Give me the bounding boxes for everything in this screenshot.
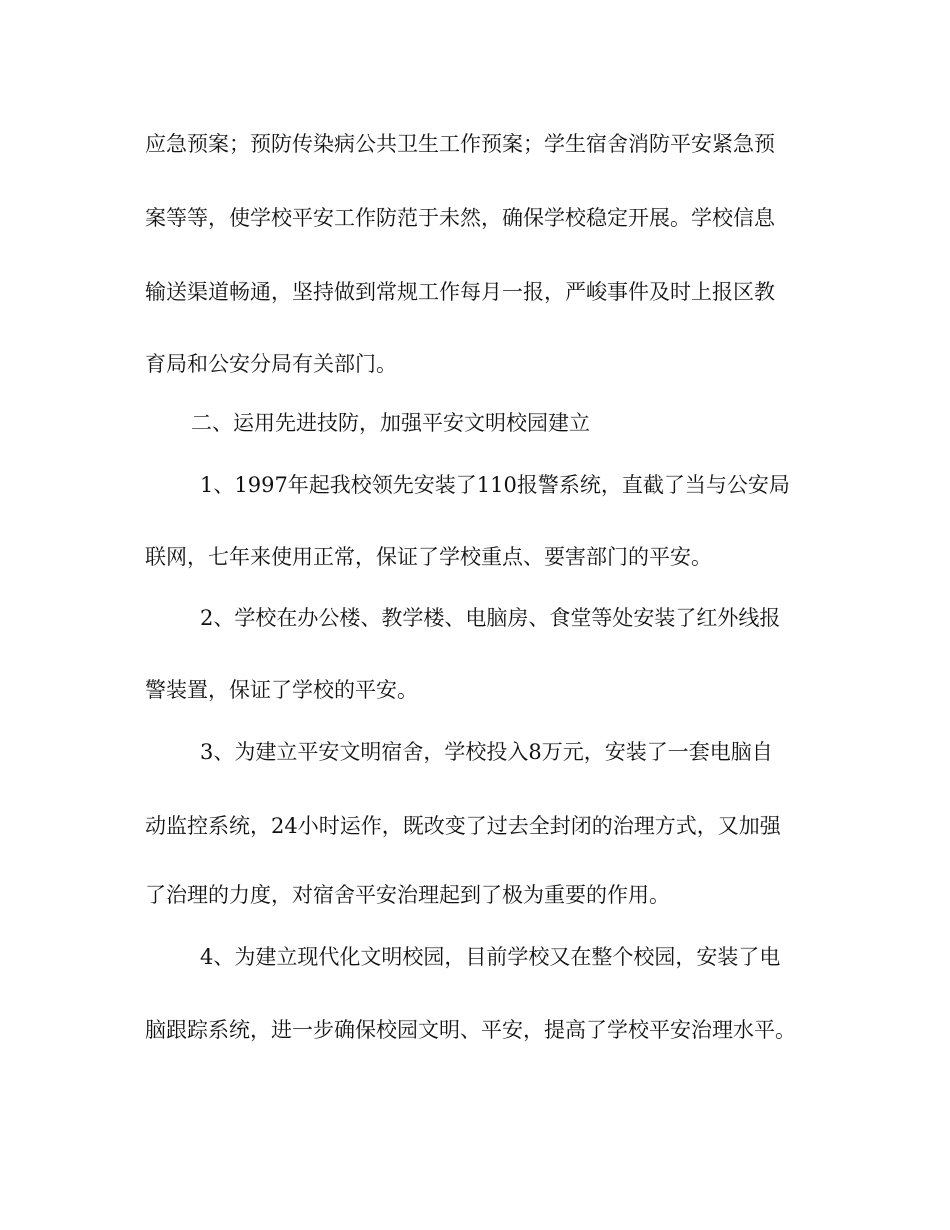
paragraph-line: 案等等，使学校平安工作防范于未然，确保学校稳定开展。学校信息 (145, 206, 775, 230)
paragraph-line: 3、为建立平安文明宿舍，学校投入8万元，安装了一套电脑自 (200, 740, 773, 764)
paragraph-line: 输送渠道畅通，坚持做到常规工作每月一报，严峻事件及时上报区教 (145, 280, 775, 304)
paragraph-line: 应急预案；预防传染病公共卫生工作预案；学生宿舍消防平安紧急预 (145, 132, 775, 156)
paragraph-line: 育局和公安分局有关部门。 (145, 352, 397, 376)
paragraph-line: 4、为建立现代化文明校园，目前学校又在整个校园，安装了电 (200, 945, 781, 969)
paragraph-line: 脑跟踪系统，进一步确保校园文明、平安，提高了学校平安治理水平。 (145, 1018, 796, 1042)
paragraph-line: 动监控系统，24小时运作，既改变了过去全封闭的治理方式，又加强 (145, 814, 781, 838)
paragraph-line: 警装置，保证了学校的平安。 (145, 678, 418, 702)
paragraph-line: 联网，七年来使用正常，保证了学校重点、要害部门的平安。 (145, 545, 712, 569)
section-heading: 二、运用先进技防，加强平安文明校园建立 (191, 411, 590, 435)
paragraph-line: 了治理的力度，对宿舍平安治理起到了极为重要的作用。 (145, 883, 670, 907)
paragraph-line: 1、1997年起我校领先安装了110报警系统，直截了当与公安局 (200, 473, 790, 497)
paragraph-line: 2、学校在办公楼、教学楼、电脑房、食堂等处安装了红外线报 (200, 606, 781, 630)
